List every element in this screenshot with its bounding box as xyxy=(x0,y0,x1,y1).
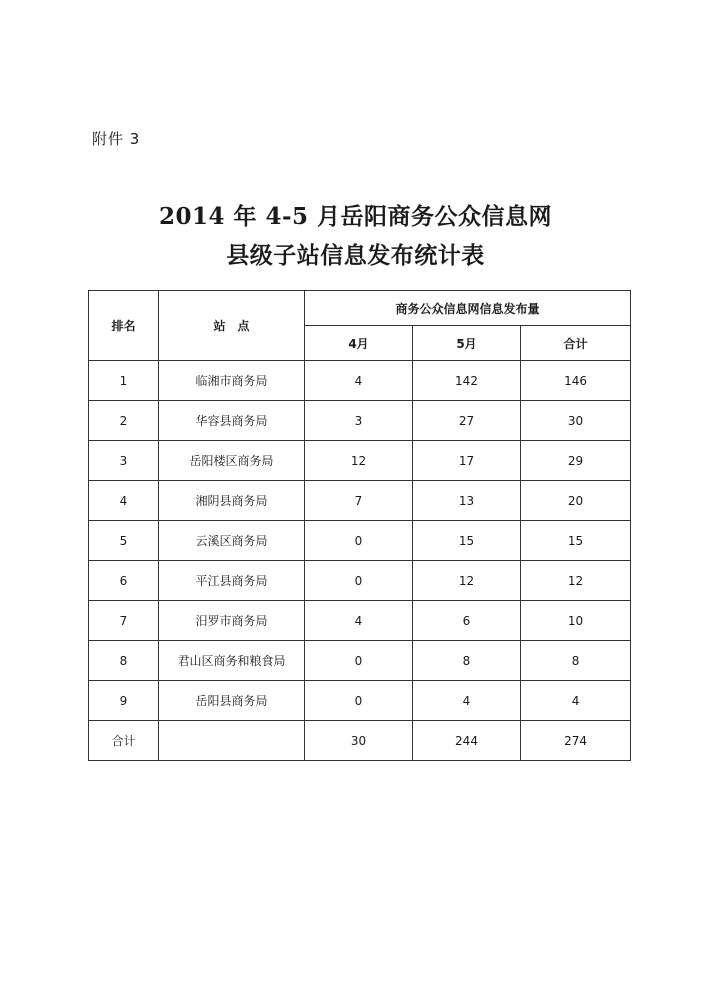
table-row xyxy=(89,521,631,561)
cell-total: 30 xyxy=(521,401,631,441)
summary-april: 30 xyxy=(305,721,413,761)
cell-may: 4 xyxy=(413,681,521,721)
header-publish-volume: 商务公众信息网信息发布量 xyxy=(305,291,631,326)
cell-site: 岳阳楼区商务局 xyxy=(159,441,305,481)
header-total: 合计 xyxy=(521,326,631,361)
cell-april: 0 xyxy=(305,641,413,681)
cell-april: 4 xyxy=(305,601,413,641)
cell-rank: 6 xyxy=(89,561,159,601)
cell-april: 0 xyxy=(305,681,413,721)
cell-site: 湘阴县商务局 xyxy=(159,481,305,521)
summary-site xyxy=(159,721,305,761)
cell-total: 29 xyxy=(521,441,631,481)
attachment-label: 附件 3 xyxy=(92,130,141,148)
table-row xyxy=(89,481,631,521)
cell-rank: 9 xyxy=(89,681,159,721)
cell-april: 12 xyxy=(305,441,413,481)
table-row xyxy=(89,441,631,481)
cell-may: 12 xyxy=(413,561,521,601)
cell-rank: 2 xyxy=(89,401,159,441)
cell-may: 15 xyxy=(413,521,521,561)
statistics-table xyxy=(88,290,631,761)
cell-site: 君山区商务和粮食局 xyxy=(159,641,305,681)
table-row xyxy=(89,641,631,681)
table-row xyxy=(89,561,631,601)
cell-site: 岳阳县商务局 xyxy=(159,681,305,721)
cell-may: 17 xyxy=(413,441,521,481)
cell-total: 4 xyxy=(521,681,631,721)
cell-rank: 1 xyxy=(89,361,159,401)
summary-total: 274 xyxy=(521,721,631,761)
cell-site: 临湘市商务局 xyxy=(159,361,305,401)
cell-site: 汨罗市商务局 xyxy=(159,601,305,641)
header-april: 4月 xyxy=(305,326,413,361)
header-may: 5月 xyxy=(413,326,521,361)
cell-total: 10 xyxy=(521,601,631,641)
cell-rank: 4 xyxy=(89,481,159,521)
cell-rank: 5 xyxy=(89,521,159,561)
document-title-line-2: 县级子站信息发布统计表 xyxy=(226,242,485,269)
cell-april: 3 xyxy=(305,401,413,441)
cell-site: 华容县商务局 xyxy=(159,401,305,441)
cell-may: 142 xyxy=(413,361,521,401)
cell-may: 8 xyxy=(413,641,521,681)
cell-site: 云溪区商务局 xyxy=(159,521,305,561)
cell-total: 8 xyxy=(521,641,631,681)
table-row xyxy=(89,681,631,721)
cell-may: 13 xyxy=(413,481,521,521)
cell-april: 7 xyxy=(305,481,413,521)
table-row xyxy=(89,401,631,441)
cell-rank: 3 xyxy=(89,441,159,481)
document-title-line-1: 2014 年 4-5 月岳阳商务公众信息网 xyxy=(158,203,553,230)
table-header-row xyxy=(89,291,631,326)
summary-may: 244 xyxy=(413,721,521,761)
cell-april: 0 xyxy=(305,521,413,561)
cell-may: 27 xyxy=(413,401,521,441)
table-row xyxy=(89,361,631,401)
cell-rank: 8 xyxy=(89,641,159,681)
table-summary-row xyxy=(89,721,631,761)
header-site: 站 点 xyxy=(159,291,305,361)
cell-april: 4 xyxy=(305,361,413,401)
cell-total: 15 xyxy=(521,521,631,561)
cell-total: 146 xyxy=(521,361,631,401)
header-rank: 排名 xyxy=(89,291,159,361)
cell-rank: 7 xyxy=(89,601,159,641)
summary-label: 合计 xyxy=(89,721,159,761)
cell-may: 6 xyxy=(413,601,521,641)
cell-april: 0 xyxy=(305,561,413,601)
cell-total: 12 xyxy=(521,561,631,601)
cell-site: 平江县商务局 xyxy=(159,561,305,601)
cell-total: 20 xyxy=(521,481,631,521)
table-row xyxy=(89,601,631,641)
